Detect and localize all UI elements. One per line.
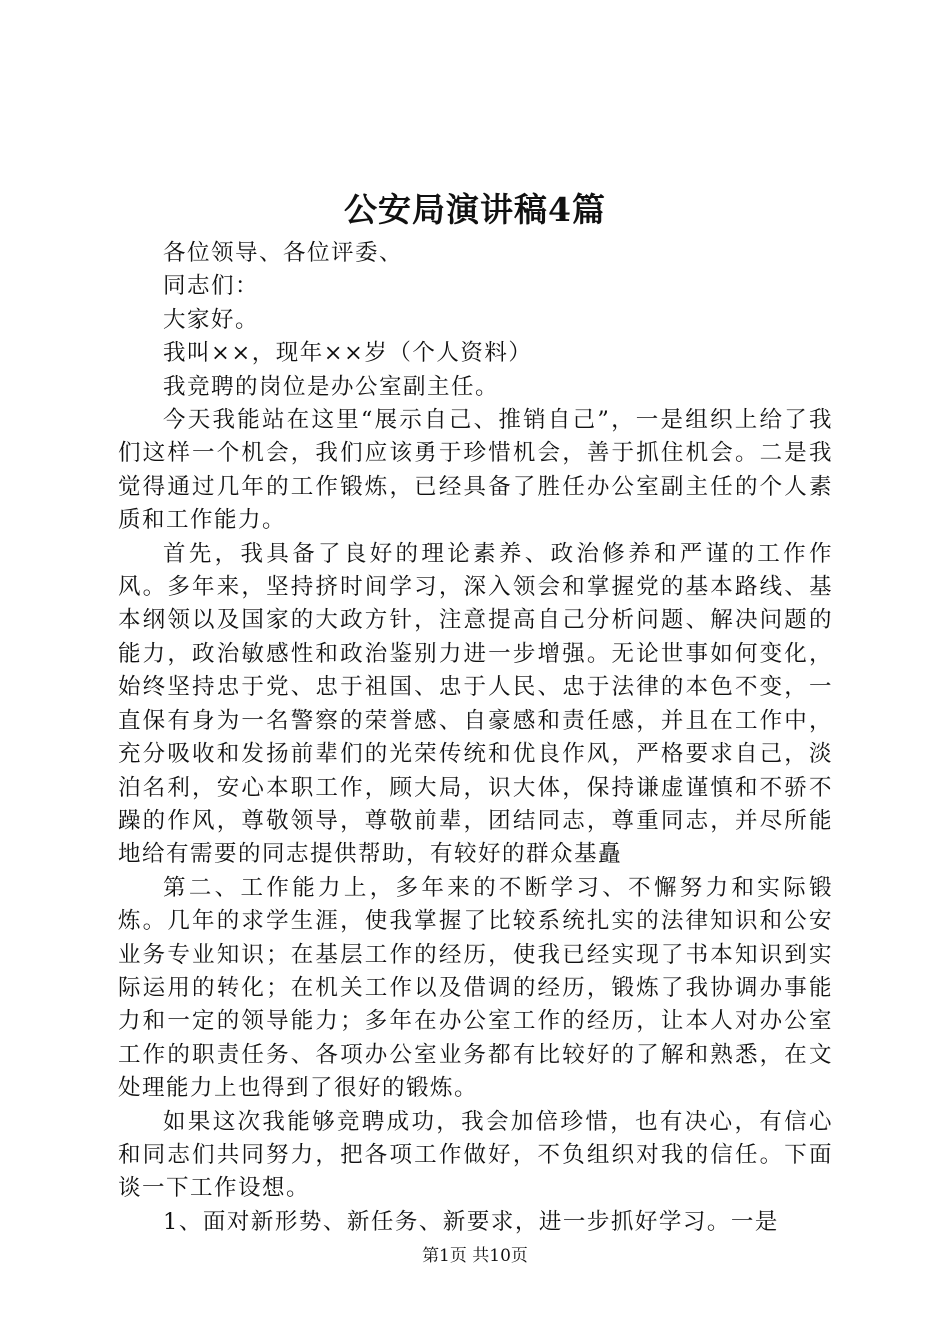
paragraph: 1、面对新形势、新任务、新要求，进一步抓好学习。一是 (163, 1208, 779, 1235)
paragraph: 大家好。 (163, 306, 260, 333)
paragraph: 我叫××，现年××岁（个人资料） (163, 340, 533, 367)
paragraph: 我竞聘的岗位是办公室副主任。 (163, 373, 500, 400)
paragraph: 今天我能站在这里“展示自己、推销自己”，一是组织上给了我们这样一个机会，我们应该勇于珍惜机会，善于抓住机会。二是我觉得通过几年的工作锻炼，已经具备了胜任办公室副主任的个人素质和工作能力。 (118, 407, 833, 534)
paragraph: 各位领导、各位评委、 (163, 240, 404, 266)
paragraph: 如果这次我能够竞聘成功，我会加倍珍惜，也有决心，有信心和同志们共同努力，把各项工作做好，不负组织对我的信任。下面谈一下工作设想。 (118, 1108, 833, 1202)
document-body (118, 237, 833, 1239)
paragraph: 第二、工作能力上，多年来的不断学习、不懈努力和实际锻炼。几年的求学生涯，使我掌握了比较系统扎实的法律知识和公安业务专业知识；在基层工作的经历，使我已经实现了书本知识到实际运用的转化；在机关工作以及借调的经历，锻炼了我协调办事能力和一定的领导能力；多年在办公室工作的经历，让本人对办公室工作的职责任务、各项办公室业务都有比较好的了解和熟悉，在文处理能力上也得到了很好的锻炼。 (118, 874, 833, 1102)
paragraph: 同志们： (163, 273, 260, 300)
paragraph: 首先，我具备了良好的理论素养、政治修养和严谨的工作作风。多年来，坚持挤时间学习，深入领会和掌握党的基本路线、基本纲领以及国家的大政方针，注意提高自己分析问题、解决问题的能力，政治敏感性和政治鉴别力进一步增强。无论世事如何变化，始终坚持忠于党、忠于祖国、忠于人民、忠于法律的本色不变，一直保有身为一名警察的荣誉感、自豪感和责任感，并且在工作中，充分吸收和发扬前辈们的光荣传统和优良作风，严格要求自己，淡泊名利，安心本职工作，顾大局，识大体，保持谦虚谨慎和不骄不躁的作风，尊敬领导，尊敬前辈，团结同志，尊重同志，并尽所能地给有需要的同志提供帮助，有较好的群众基矗 (118, 540, 833, 868)
page-number-footer: 第1页 共10页 (422, 1246, 528, 1266)
document-title: 公安局演讲稿4篇 (344, 190, 606, 229)
